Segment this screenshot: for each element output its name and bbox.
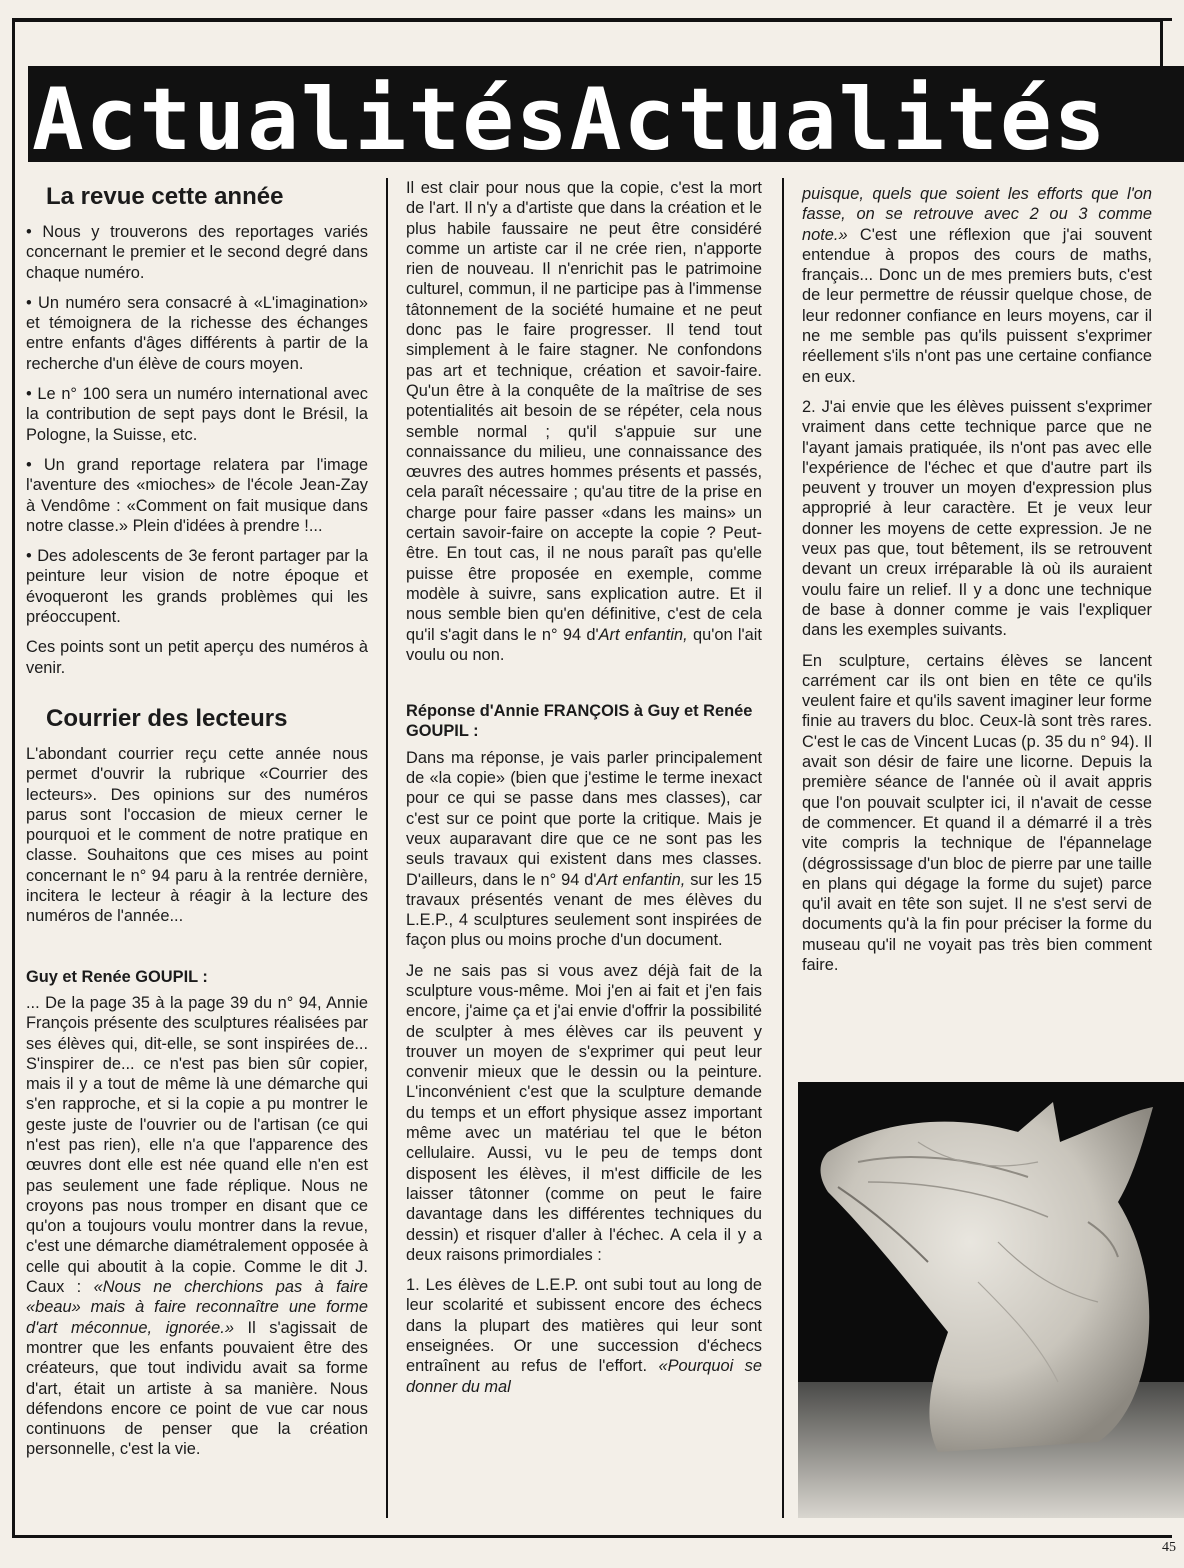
reply-heading: Réponse d'Annie FRANÇOIS à Guy et Renée GOUPIL :	[406, 702, 753, 741]
paragraph: • Nous y trouverons des reportages variés concernant le premier et le second degré dans chaque numéro.	[26, 223, 368, 282]
paragraph: • Des adolescents de 3e feront partager par la peinture leur vision de notre époque et évoqueront les grands problèmes qui les préoccupent.	[26, 547, 368, 627]
column-divider-2	[782, 178, 784, 1518]
column-3	[802, 184, 1152, 985]
column-divider-1	[386, 178, 388, 1518]
paragraph: 2. J'ai envie que les élèves puissent s'exprimer vraiment dans cette technique parce que ne l'ayant jamais pratiquée, ils n'ont pas avec elle l'expérience de l'échec et que d'autre part ils peuvent y trouver un moyen d'expression plus approprié à leur caractère. Et je veux leur donner les moyens de cette expression. Je ne veux pas que, tout bêtement, ils se retrouvent devant un creux irréparable là où ils auraient voulu faire un relief. Il y a donc une technique de base à donner comme je vais l'expliquer dans les exemples suivants.	[802, 397, 1152, 640]
letter-author-heading: Guy et Renée GOUPIL :	[26, 967, 208, 986]
paragraph: 1. Les élèves de L.E.P. ont subi tout au long de leur scolarité et subissent encore des échecs dans la plupart des matières qui leur sont enseignées. Or une succession d'échecs entraînent au refus de l'effort. «Pourquoi se donner du mal	[406, 1276, 762, 1396]
column-2	[406, 178, 762, 1407]
paragraph: Je ne sais pas si vous avez déjà fait de la sculpture vous-même. Moi j'en ai fait et j'en fais encore, j'aime ça et j'ai envie d'offrir la possibilité de sculpter à mes élèves car ils peuvent y trouver un moyen de s'exprimer qui peut leur convenir mieux que le dessin ou la peinture. L'inconvénient c'est que la sculpture demande du temps et un effort physique assez important même avec un matériau tel que le béton cellulaire. Aussi, vu le peu de temps dont disposent les élèves, il m'est difficile de les laisser tâtonner (comme on peut le faire davantage dans les différentes techniques du dessin) et risquer d'aller à l'échec. A cela il y a deux raisons primordiales :	[406, 961, 762, 1264]
paragraph: L'abondant courrier reçu cette année nous permet d'ouvrir la rubrique «Courrier des lecteurs». Des opinions sur des numéros parus sont l'occasion de mieux cerner le pourquoi et le comment de notre pratique en classe. Souhaitons que ces mises au point concernant le n° 94 paru à la rentrée dernière, incitera le lecteur à réagir à la lecture des numéros de l'année...	[26, 744, 368, 926]
masthead-banner	[28, 66, 1184, 162]
paragraph: puisque, quels que soient les efforts que l'on fasse, on se retrouve avec 2 ou 3 comme note.» C'est une réflexion que j'ai souvent entendue à propos des cours de maths, français... Donc un de mes premiers buts, c'est de leur permettre de réussir quelque chose, de leur redonner confiance en leurs moyens, car il ne me semble pas qu'ils puissent s'exprimer réellement s'ils n'ont pas une certaine confiance en eux.	[802, 185, 1152, 386]
section-heading-courrier: Courrier des lecteurs	[46, 704, 288, 732]
paragraph: Ces points sont un petit aperçu des numéros à venir.	[26, 638, 368, 677]
section-heading-revue: La revue cette année	[46, 183, 284, 210]
paragraph: En sculpture, certains élèves se lancent carrément car ils ont bien en tête ce qu'ils veulent faire et qu'ils savent imaginer leur forme finie au travers du bloc. Ceux-là sont très rares. C'est le cas de Vincent Lucas (p. 35 du n° 94). Il avait son désir de faire une licorne. Depuis la première séance de l'année où il avait appris que l'on pouvait sculpter ici, il n'avait de cesse de commencer. Et quand il a démarré il a très vite compris la technique de l'épannelage (dégrossissage d'un bloc de pierre par une taille en plans qui dégage la forme du sujet) parce qu'il avait en tête son sujet. Il ne s'est servi de documents qu'à la fin pour préciser la forme du museau qu'il ne voyait pas très bien comment faire.	[802, 651, 1152, 974]
paragraph: • Un numéro sera consacré à «L'imagination» et témoignera de la richesse des échanges entre enfants d'âges différents à partir de la recherche d'un élève de cours moyen.	[26, 293, 368, 373]
page-number: 45	[1162, 1540, 1176, 1555]
paragraph: Il est clair pour nous que la copie, c'est la mort de l'art. Il n'y a d'artiste que dans la création et le plus habile faussaire ne peut être considéré comme un artiste car il ne crée rien, n'apporte rien de nouveau. Il n'enrichit pas le patrimoine culturel, commun, il ne participe pas à l'immense tâtonnement de la société humaine et ne peut donc pas le faire progresser. Il tend tout simplement à le faire stagner. Ne confondons pas art et technique, création et savoir-faire. Qu'un être à la conquête de la maîtrise de ses potentialités ait besoin de se répéter, cela nous semble normal ; qu'il s'appuie sur une connaissance du milieu, une connaissance des œuvres des autres hommes présents et passés, cela paraît nécessaire ; qu'au titre de la prise en charge pour faire passer «dans les mains» un certain savoir-faire on accepte la copie ? Peut-être. En tout cas, il ne nous paraît pas qu'elle puisse être proposée en exemple, comme modèle à suivre, sans explication autre. Et il nous semble bien qu'en définitive, c'est de cela qu'il s'agit dans le n° 94 d'Art enfantin, qu'on l'ait voulu ou non.	[406, 179, 762, 664]
masthead-title: ActualitésActualités	[32, 70, 1108, 162]
sculpture-photo	[798, 1082, 1184, 1518]
paragraph: • Le n° 100 sera un numéro international avec la contribution de sept pays dont le Brésil, la Pologne, la Suisse, etc.	[26, 385, 368, 444]
paragraph: Dans ma réponse, je vais parler principalement de «la copie» (bien que j'estime le terme inexact pour ce qui se passe dans mes classes), car c'est sur ce point que porte la critique. Mais je veux auparavant dire que ce ne sont pas les seuls travaux qui existent dans mes classes. D'ailleurs, dans le n° 94 d'Art enfantin, sur les 15 travaux présentés venant de mes élèves du L.E.P., 4 sculptures seulement sont inspirées de façon plus ou moins proche d'un document.	[406, 748, 762, 950]
column-1	[26, 182, 368, 1470]
animal-head-sculpture-image	[798, 1082, 1184, 1518]
paragraph: • Un grand reportage relatera par l'image l'aventure des «mioches» de l'école Jean-Zay à Vendôme : «Comment on fait musique dans notre classe.» Plein d'idées à prendre !...	[26, 455, 368, 535]
paragraph: ... De la page 35 à la page 39 du n° 94, Annie François présente des sculptures réalisées par ses élèves qui, dit-elle, se sont inspirées de... S'inspirer de... ce n'est pas bien sûr copier, mais il y a tout de même là une démarche qui s'en rapproche, et si la copie a pu montrer le geste juste de l'ouvrier ou de l'artisan (ce qui n'est pas rien), elle n'a que l'apparence des œuvres dont elle est née quand elle n'en est pas seulement une fade réplique. Nous ne croyons pas nous tromper en disant que ce qu'on a toujours voulu montrer dans la revue, c'est une démarche diamétralement opposée à celle qui aboutit à la copie. Comme le dit J. Caux : «Nous ne cherchions pas à faire «beau» mais à faire reconnaître une forme d'art méconnue, ignorée.» Il s'agissait de montrer que les enfants pouvaient être des créateurs, que tout individu avait sa forme d'art, était un artiste à sa manière. Nous défendons encore ce point de vue car nous continuons de penser que la création personnelle, c'est la vie.	[26, 993, 368, 1459]
